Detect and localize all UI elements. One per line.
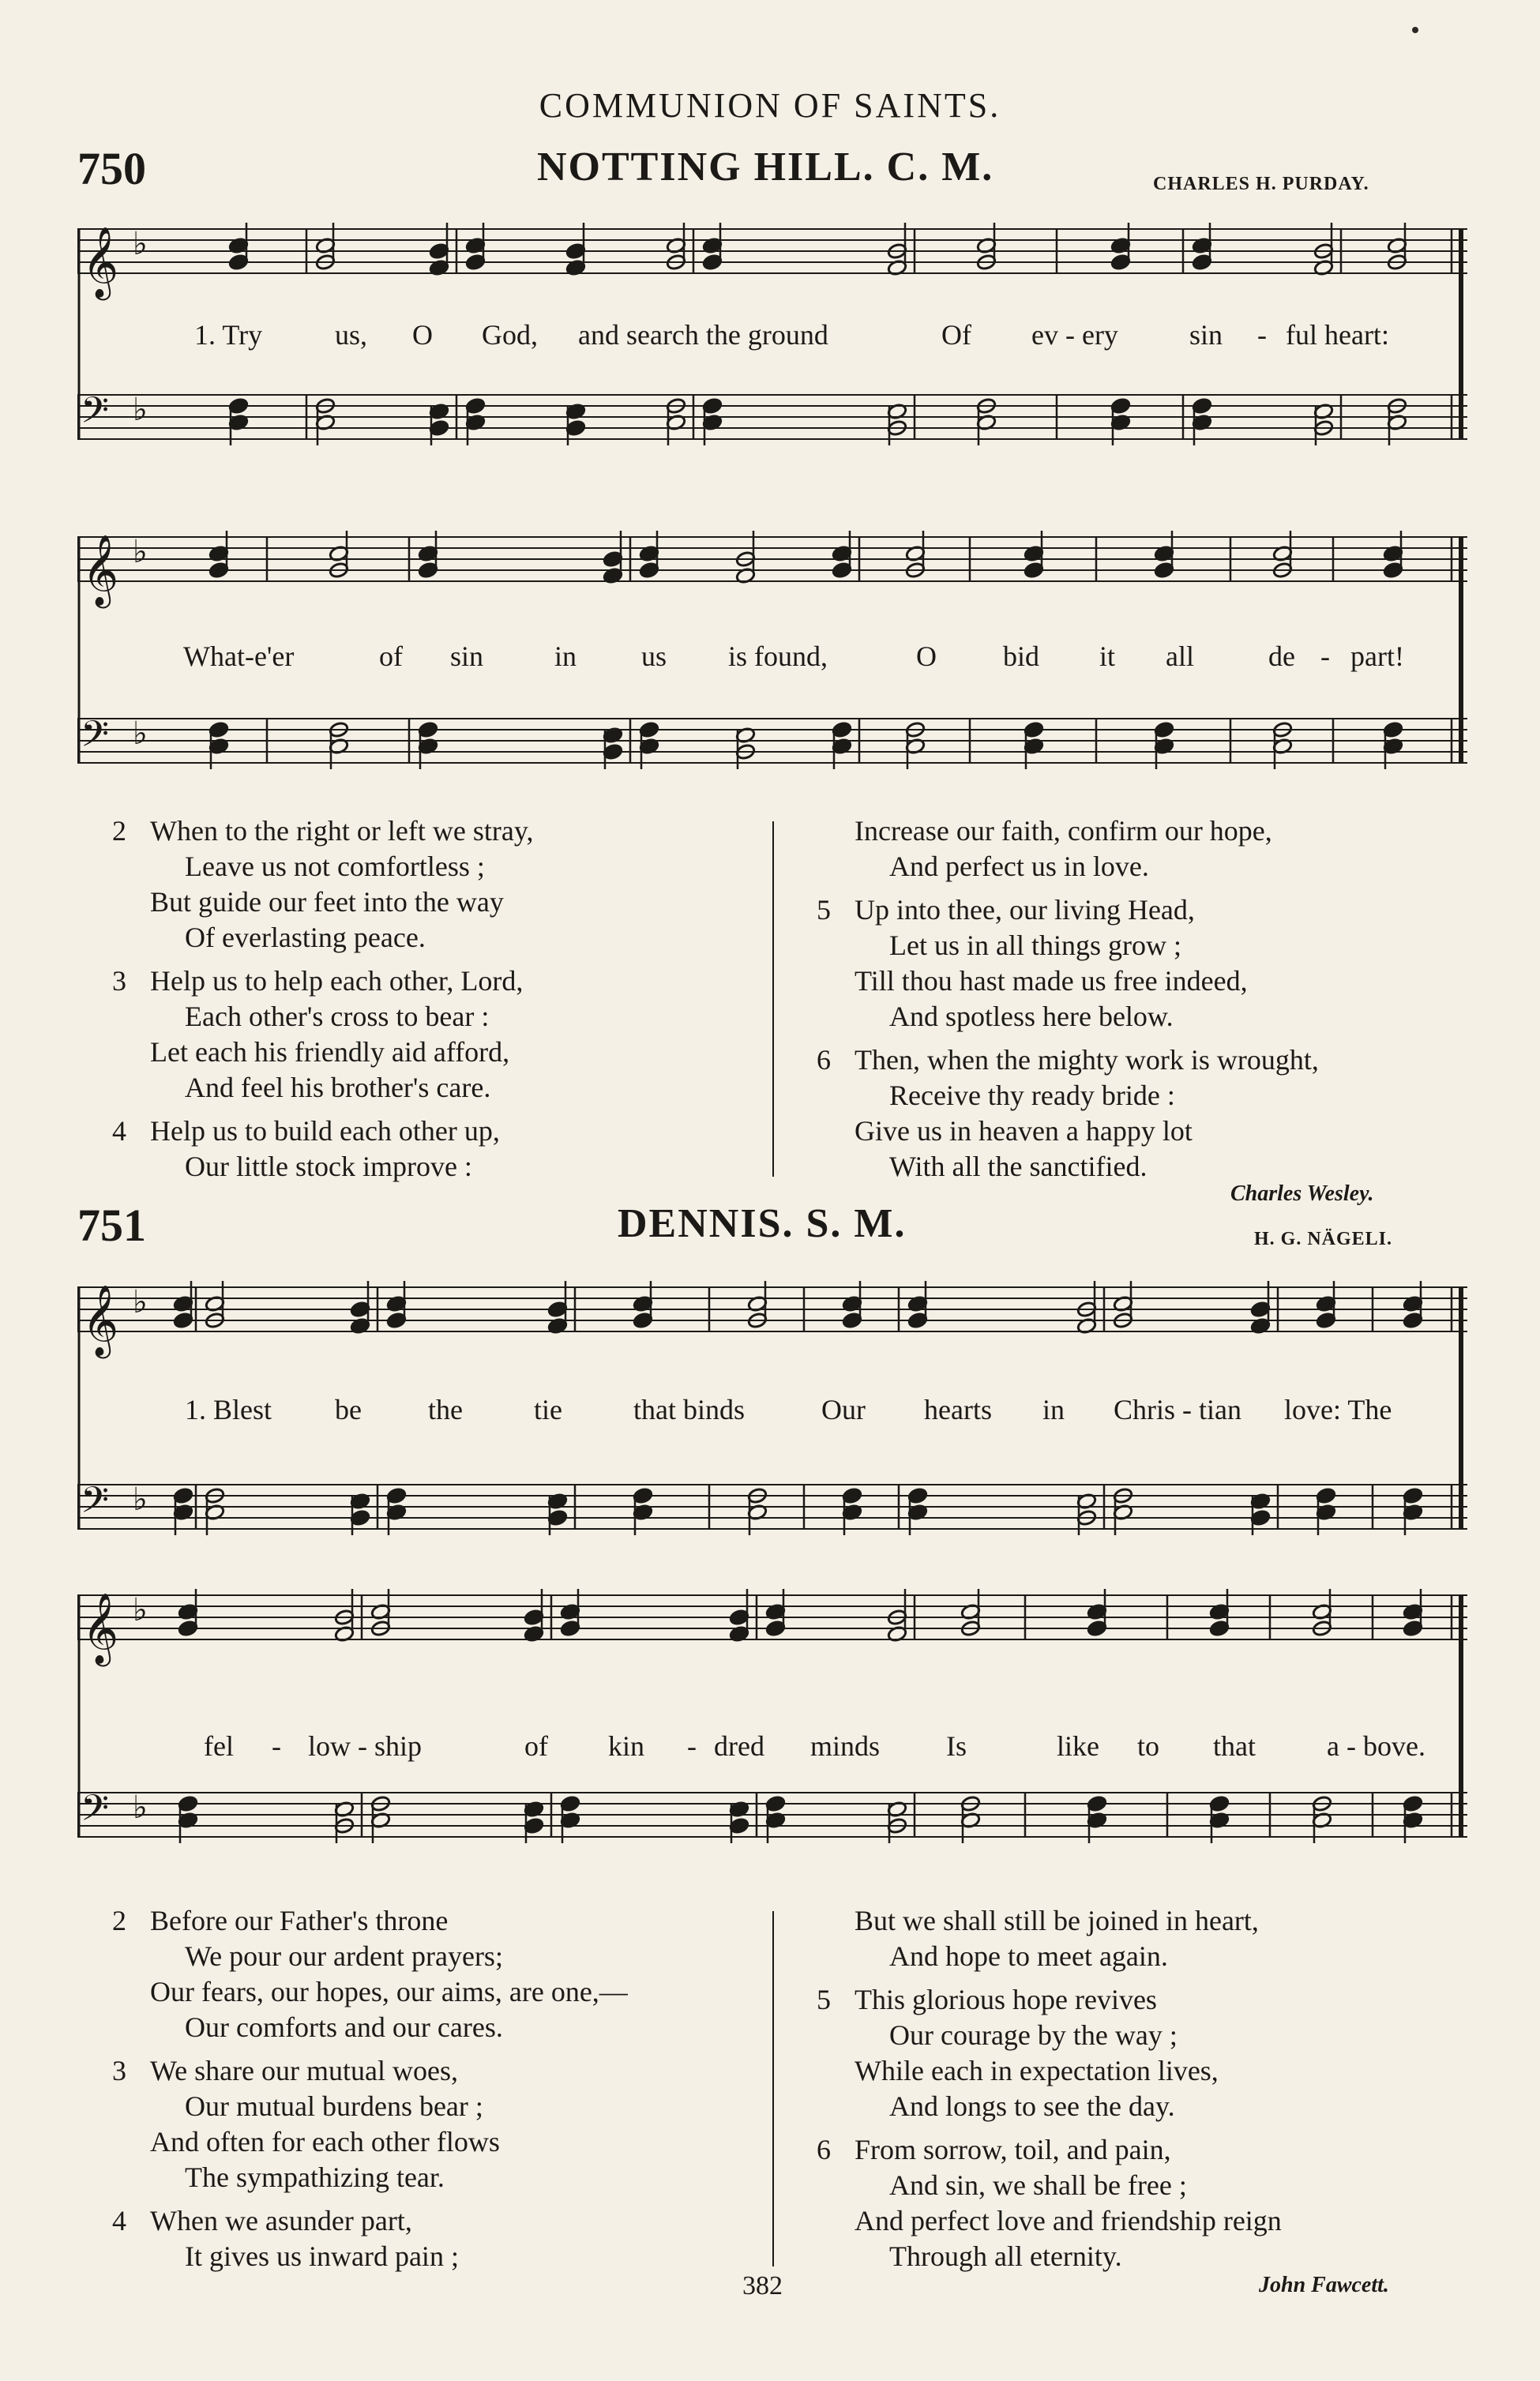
- verse-line: And spotless here below.: [889, 1001, 1174, 1032]
- verse-line: While each in expectation lives,: [855, 2055, 1219, 2086]
- verse-line: Let us in all things grow ;: [889, 929, 1181, 961]
- verse-line: Each other's cross to bear :: [185, 1001, 490, 1032]
- author: John Fawcett.: [1259, 2273, 1389, 2297]
- verse-line: Give us in heaven a happy lot: [855, 1115, 1193, 1147]
- verse-line: Our fears, our hopes, our aims, are one,—: [150, 1976, 628, 2007]
- lyric: sin: [450, 640, 484, 672]
- lyric: in: [1042, 1394, 1065, 1425]
- lyric: fel: [204, 1730, 234, 1762]
- lyric: that: [1213, 1730, 1256, 1762]
- verse-number: 3: [112, 2055, 126, 2086]
- lyric: us: [641, 640, 667, 672]
- lyric: bid: [1003, 640, 1040, 672]
- tune-title: DENNIS. S. M.: [618, 1201, 907, 1246]
- verse-line: The sympathizing tear.: [185, 2161, 445, 2193]
- lyric: low - ship: [308, 1730, 422, 1762]
- verse-number: 5: [817, 1984, 831, 2015]
- page-number: 382: [742, 2271, 783, 2300]
- verse-number: 4: [112, 2205, 126, 2236]
- flat-icon: ♭: [133, 715, 148, 752]
- lyric: hearts: [924, 1394, 992, 1425]
- staff-group: [77, 1589, 1467, 1843]
- lyric: and search the ground: [578, 319, 828, 351]
- bass-clef-icon: 𝄢: [81, 713, 110, 764]
- verse-line: But guide our feet into the way: [150, 886, 504, 918]
- verse-line: Receive thy ready bride :: [889, 1080, 1175, 1111]
- verse-line: Let each his friendly aid afford,: [150, 1036, 510, 1068]
- verse-line: With all the sanctified.: [889, 1151, 1147, 1182]
- lyric: sin: [1189, 319, 1223, 351]
- lyric: Of: [941, 319, 971, 351]
- lyric: all: [1166, 640, 1194, 672]
- lyric: it: [1099, 640, 1116, 672]
- lyric: O: [412, 319, 433, 351]
- flat-icon: ♭: [133, 1284, 148, 1320]
- verse-number: 3: [112, 965, 126, 997]
- verse-line: Through all eternity.: [889, 2240, 1122, 2272]
- lyric: of: [379, 640, 403, 672]
- verse-line: We share our mutual woes,: [150, 2055, 458, 2086]
- lyric: kin: [608, 1730, 645, 1762]
- verse-line: Then, when the mighty work is wrought,: [855, 1044, 1319, 1076]
- lyric: -: [1320, 640, 1330, 672]
- verse-line: And feel his brother's care.: [185, 1072, 491, 1103]
- verse-line: Increase our faith, confirm our hope,: [855, 815, 1272, 847]
- lyrics-line: [0, 640, 1540, 676]
- lyrics-line: [0, 1729, 1540, 1766]
- lyric: to: [1137, 1730, 1160, 1762]
- verse-line: When to the right or left we stray,: [150, 815, 534, 847]
- flat-icon: ♭: [133, 534, 148, 570]
- flat-icon: ♭: [133, 1482, 148, 1518]
- lyric: O: [916, 640, 937, 672]
- bass-clef-icon: 𝄢: [81, 389, 110, 441]
- verse-line: Leave us not comfortless ;: [185, 851, 485, 882]
- verse-line: This glorious hope revives: [855, 1984, 1157, 2015]
- verse-line: But we shall still be joined in heart,: [855, 1905, 1259, 1936]
- lyric: Chris - tian: [1114, 1394, 1241, 1425]
- verse-line: Our little stock improve :: [185, 1151, 472, 1182]
- section-title: COMMUNION OF SAINTS.: [539, 86, 1001, 125]
- verse-line: Help us to help each other, Lord,: [150, 965, 524, 997]
- lyric: tie: [534, 1394, 562, 1425]
- lyrics-line: [0, 1393, 1540, 1429]
- verse-number: 6: [817, 1044, 831, 1076]
- verse-number: 2: [112, 815, 126, 847]
- lyric: be: [335, 1394, 362, 1425]
- composer: CHARLES H. PURDAY.: [1153, 174, 1369, 194]
- flat-icon: ♭: [133, 1790, 148, 1826]
- lyric: ev - ery: [1031, 319, 1118, 351]
- lyric: -: [1257, 319, 1267, 351]
- treble-clef-icon: 𝄞: [82, 1593, 119, 1664]
- lyric: love: The: [1284, 1394, 1392, 1425]
- bass-clef-icon: 𝄢: [81, 1479, 110, 1530]
- verse-line: And longs to see the day.: [889, 2090, 1175, 2122]
- composer: H. G. NÄGELI.: [1254, 1229, 1393, 1249]
- verse-line: Till thou hast made us free indeed,: [855, 965, 1248, 997]
- lyric: Is: [946, 1730, 967, 1762]
- verse-line: Before our Father's throne: [150, 1905, 449, 1936]
- author: Charles Wesley.: [1230, 1181, 1374, 1206]
- lyrics-line: [0, 318, 1540, 355]
- verse-line: And often for each other flows: [150, 2126, 500, 2158]
- lyric: Our: [821, 1394, 866, 1425]
- lyric: part!: [1350, 640, 1404, 672]
- lyric: a - bove.: [1327, 1730, 1425, 1762]
- lyric: ful heart:: [1286, 319, 1389, 351]
- lyric: us,: [335, 319, 368, 351]
- lyric: like: [1057, 1730, 1099, 1762]
- verse-line: When we asunder part,: [150, 2205, 412, 2236]
- lyric: the: [428, 1394, 463, 1425]
- column-divider: [772, 1911, 774, 2266]
- verse-number: 2: [112, 1905, 126, 1936]
- lyric: -: [687, 1730, 697, 1762]
- lyric: in: [554, 640, 577, 672]
- lyric: is found,: [728, 640, 828, 672]
- verse-line: And perfect us in love.: [889, 851, 1149, 882]
- verse-line: Of everlasting peace.: [185, 922, 426, 953]
- tune-title: NOTTING HILL. C. M.: [537, 145, 994, 190]
- lyric: What-e'er: [183, 640, 295, 672]
- verse-line: And hope to meet again.: [889, 1940, 1168, 1972]
- verse-line: From sorrow, toil, and pain,: [855, 2134, 1171, 2165]
- verse-number: 6: [817, 2134, 831, 2165]
- lyric: minds: [810, 1730, 881, 1762]
- lyric: 1. Try: [194, 319, 263, 351]
- treble-clef-icon: 𝄞: [82, 1285, 119, 1356]
- verse-number: 5: [817, 894, 831, 926]
- verse-line: Our comforts and our cares.: [185, 2011, 503, 2043]
- lyric: that binds: [633, 1394, 745, 1425]
- page-mark: [1412, 27, 1418, 33]
- column-divider: [772, 821, 774, 1177]
- verse-line: And perfect love and friendship reign: [855, 2205, 1282, 2236]
- lyric: dred: [714, 1730, 764, 1762]
- lyric: of: [524, 1730, 548, 1762]
- treble-clef-icon: 𝄞: [82, 227, 119, 298]
- verse-line: Our courage by the way ;: [889, 2019, 1178, 2051]
- treble-clef-icon: 𝄞: [82, 535, 119, 606]
- bass-clef-icon: 𝄢: [81, 1787, 110, 1838]
- verse-number: 4: [112, 1115, 126, 1147]
- verse-line: Our mutual burdens bear ;: [185, 2090, 483, 2122]
- flat-icon: ♭: [133, 392, 148, 428]
- flat-icon: ♭: [133, 226, 148, 262]
- lyric: -: [272, 1730, 281, 1762]
- lyric: God,: [482, 319, 538, 351]
- hymn-number: 751: [77, 1200, 146, 1251]
- lyric: 1. Blest: [185, 1394, 272, 1425]
- flat-icon: ♭: [133, 1592, 148, 1628]
- verse-line: Help us to build each other up,: [150, 1115, 500, 1147]
- verse-line: It gives us inward pain ;: [185, 2240, 459, 2272]
- verse-line: And sin, we shall be free ;: [889, 2169, 1187, 2201]
- verse-line: Up into thee, our living Head,: [855, 894, 1195, 926]
- hymn-number: 750: [77, 143, 146, 194]
- verse-line: We pour our ardent prayers;: [185, 1940, 503, 1972]
- lyric: de: [1268, 640, 1295, 672]
